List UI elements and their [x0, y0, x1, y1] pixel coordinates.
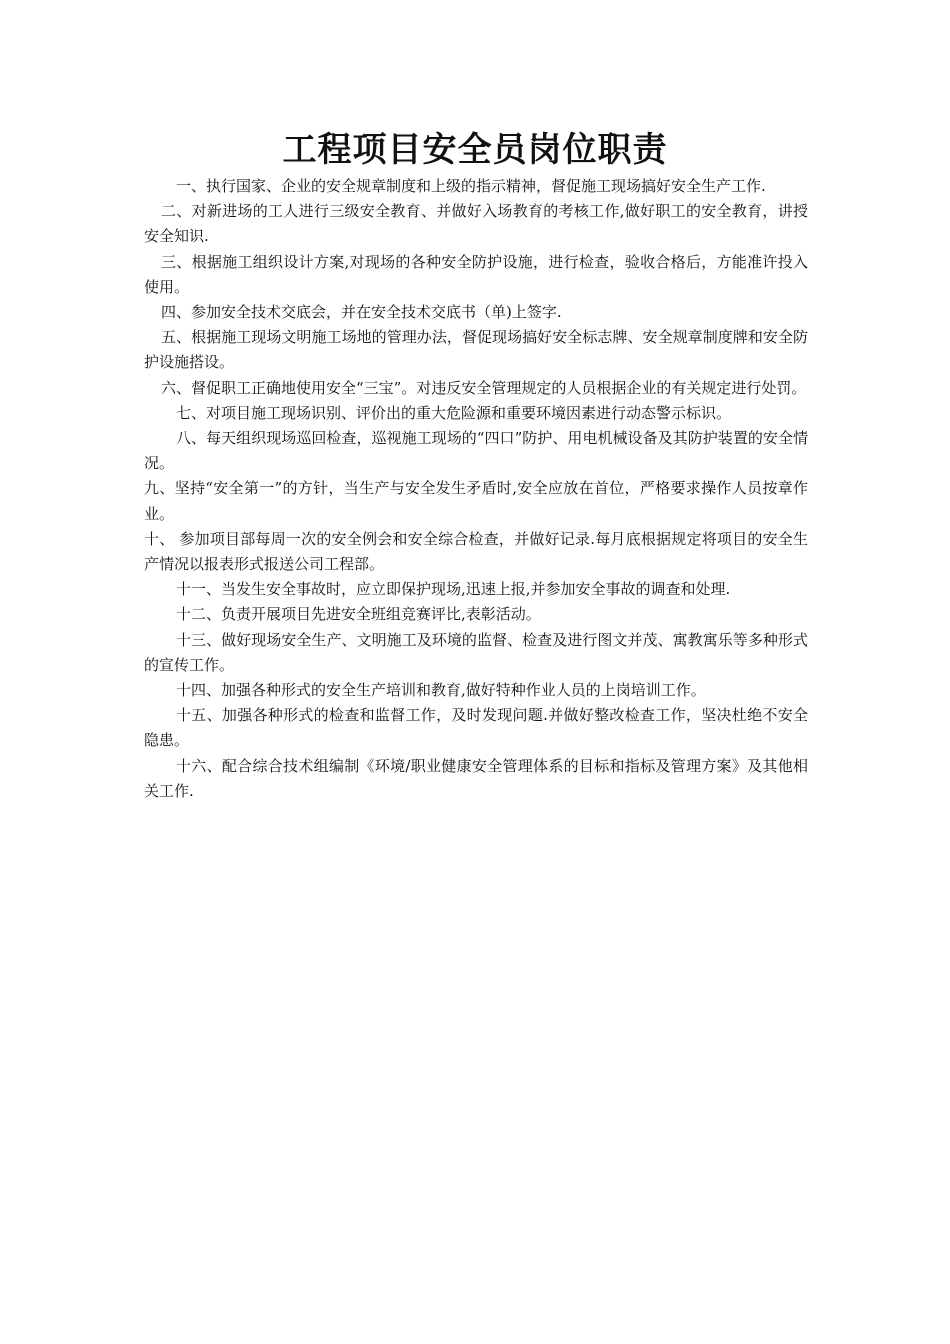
duty-paragraph-4: 四、参加安全技术交底会，并在安全技术交底书（单)上签字. [161, 303, 562, 322]
duty-paragraph-5: 五、根据施工现场文明施工场地的管理办法，督促现场搞好安全标志牌、安全规章制度牌和安全防护设施搭设。 [144, 328, 808, 372]
duty-paragraph-2: 二、对新进场的工人进行三级安全教育、并做好入场教育的考核工作,做好职工的安全教育，讲授安全知识. [144, 202, 808, 246]
document-title: 工程项目安全员岗位职责 [282, 130, 668, 170]
duty-paragraph-7: 七、对项目施工现场识别、评价出的重大危险源和重要环境因素进行动态警示标识。 [176, 403, 732, 422]
duty-paragraph-8: 八、每天组织现场巡回检查，巡视施工现场的“四口”防护、用电机械设备及其防护装置的安全情况。 [144, 429, 808, 473]
duty-paragraph-16: 十六、配合综合技术组编制《环境/职业健康安全管理体系的目标和指标及管理方案》及其他相关工作. [144, 756, 808, 800]
duty-paragraph-1: 一、执行国家、企业的安全规章制度和上级的指示精神，督促施工现场搞好安全生产工作. [176, 177, 766, 195]
duty-paragraph-6: 六、督促职工正确地使用安全“三宝”。对违反安全管理规定的人员根据企业的有关规定进行处罚。 [161, 378, 807, 397]
duty-paragraph-12: 十二、负责开展项目先进安全班组竞赛评比,表彰活动。 [176, 605, 541, 624]
duty-paragraph-10: 十、 参加项目部每周一次的安全例会和安全综合检查，并做好记录.每月底根据规定将项目的安全生产情况以报表形式报送公司工程部。 [144, 529, 808, 574]
duty-paragraph-3: 三、根据施工组织设计方案,对现场的各种安全防护设施，进行检查，验收合格后，方能准许投入使用。 [144, 252, 808, 296]
duty-paragraph-13: 十三、做好现场安全生产、文明施工及环境的监督、检查及进行图文并茂、寓教寓乐等多种形式的宣传工作。 [144, 630, 808, 674]
duty-paragraph-14: 十四、加强各种形式的安全生产培训和教育,做好特种作业人员的上岗培训工作。 [176, 681, 706, 700]
duty-paragraph-15: 十五、加强各种形式的检查和监督工作，及时发现问题.并做好整改检查工作，坚决杜绝不安全隐患。 [144, 706, 808, 750]
duty-paragraph-9: 九、坚持“安全第一”的方针，当生产与安全发生矛盾时,安全应放在首位，严格要求操作人员按章作业。 [144, 479, 808, 523]
duty-paragraph-11: 十一、当发生安全事故时，应立即保护现场,迅速上报,并参加安全事故的调查和处理. [176, 580, 731, 599]
document-body [144, 174, 808, 804]
